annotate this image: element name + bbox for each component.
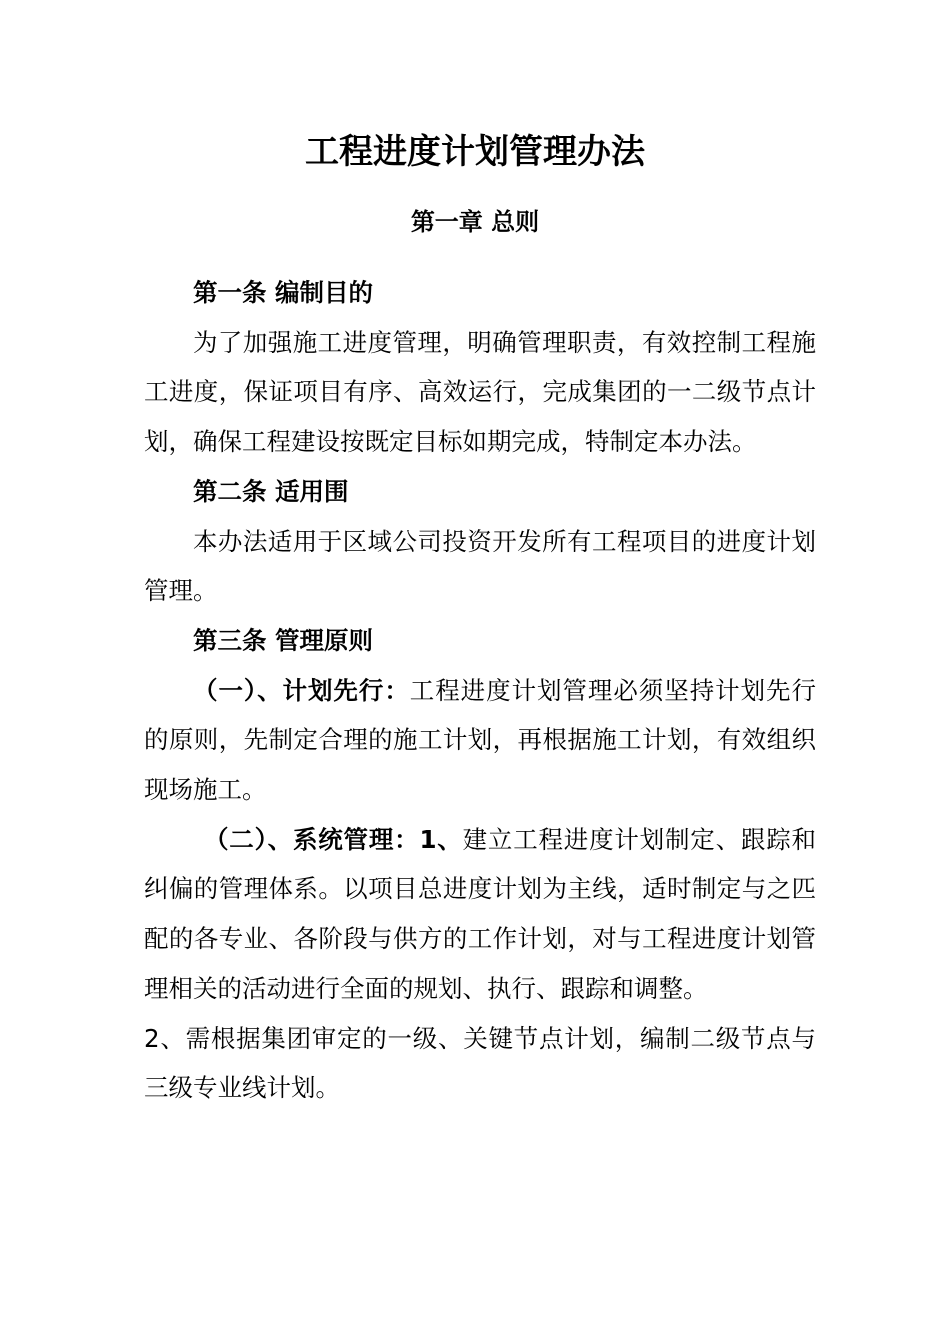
article-3-item-2-point-2: 2、需根据集团审定的一级、关键节点计划，编制二级节点与三级专业线计划。	[144, 1023, 816, 1103]
item-1-label: （一）、计划先行：	[193, 675, 410, 705]
document-body	[144, 268, 816, 1113]
article-2-body: 本办法适用于区域公司投资开发所有工程项目的进度计划管理。	[144, 526, 816, 606]
article-3-heading: 第三条 管理原则	[193, 625, 374, 655]
document-title: 工程进度计划管理办法	[305, 132, 645, 172]
article-3-item-2	[144, 815, 816, 1014]
article-2-heading: 第二条 适用围	[193, 476, 349, 506]
item-2-label: （二）、系统管理：1、	[204, 824, 463, 854]
item-1-text: 工程进度计划管理必须坚持计划先行的原则，先制定合理的施工计划，再根据施工计划，有效组织现场施工。	[144, 675, 816, 805]
article-1-heading: 第一条 编制目的	[193, 278, 374, 307]
chapter-heading: 第一章 总则	[410, 208, 540, 236]
item-2-text: 建立工程进度计划制定、跟踪和纠偏的管理体系。以项目总进度计划为主线，适时制定与之匹配的各专业、各阶段与供方的工作计划，对与工程进度计划管理相关的活动进行全面的规划、执行、跟踪和调整。	[144, 824, 817, 1003]
article-3-item-1	[144, 666, 816, 815]
article-1-body: 为了加强施工进度管理，明确管理职责，有效控制工程施工进度，保证项目有序、高效运行，完成集团的一二级节点计划，确保工程建设按既定目标如期完成，特制定本办法。	[144, 327, 816, 457]
